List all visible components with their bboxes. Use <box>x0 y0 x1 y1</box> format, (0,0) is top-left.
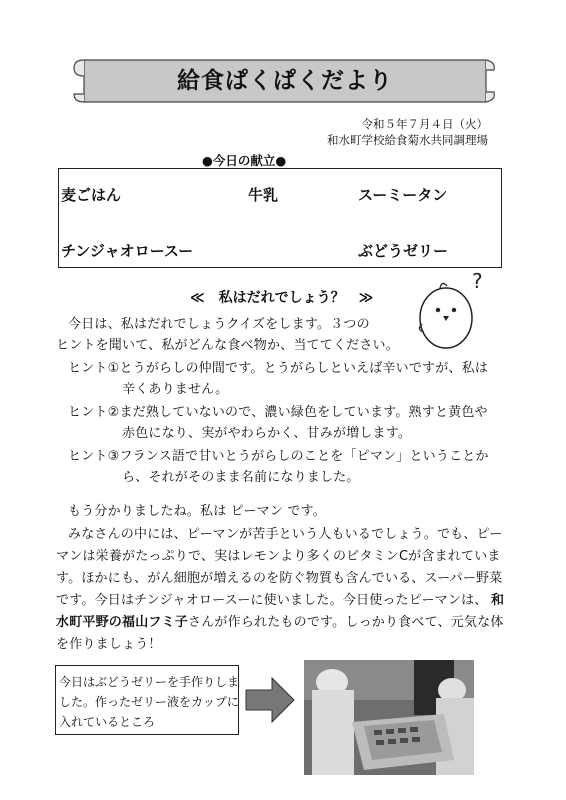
chick-mascot-icon <box>412 266 494 352</box>
body-line: す。ほかにも、がん細胞が増えるのを防ぐ物質も含んでいる、スーパー野菜 <box>56 571 503 586</box>
hint-line: ら、それがそのまま名前になりました。 <box>122 470 360 485</box>
producer-credit-start: 和 <box>491 593 505 608</box>
quiz-answer: もう分かりましたね。私は ピーマン です。 <box>68 504 326 519</box>
arrow-right-icon <box>244 676 296 724</box>
body-line: マンは栄養がたっぷりで、実はレモンより多くのビタミンCが含まれていま <box>56 549 501 564</box>
menu-item: チンジャオロースー <box>61 242 194 260</box>
page-title: 給食ぱくぱくだより <box>177 68 393 94</box>
kitchen-photo <box>304 660 474 775</box>
question-mark: ? <box>472 269 483 293</box>
menu-heading: ●今日の献立● <box>202 153 287 168</box>
hint-line: ヒント①とうがらしの仲間です。とうがらしといえば辛いですが、私は <box>68 361 489 376</box>
menu-item: 麦ごはん <box>61 186 122 204</box>
hint-line: ヒント②まだ熟していないので、濃い緑色をしています。熟すと黄色や <box>68 405 488 420</box>
quiz-intro-line: ヒントを聞いて、私がどんな食べ物か、当ててください。 <box>56 338 399 353</box>
caption-line: 今日はぶどうゼリーを手作りしま <box>59 675 240 689</box>
body-line: みなさんの中には、ピーマンが苦手という人もいるでしょう。でも、ピー <box>68 527 503 542</box>
hint-line: ヒント③フランス語で甘いとうがらしのことを「ピマン」ということか <box>68 449 489 464</box>
organization-name: 和水町学校給食菊水共同調理場 <box>327 133 488 147</box>
producer-credit-rest: さんが作られたものです。しっかり食べて、元気な体 <box>188 615 504 630</box>
menu-item: ぶどうゼリー <box>358 242 449 260</box>
caption-line: した。作ったゼリー液をカップに <box>59 695 239 709</box>
caption-line: 入れているところ <box>59 715 156 729</box>
quiz-intro-line: 今日は、私はだれでしょうクイズをします。３つの <box>68 317 370 332</box>
body-line: です。今日はチンジャオロースーに使いました。今日使ったピーマンは、 <box>56 593 488 608</box>
body-closing: を作りましょう！ <box>56 637 162 652</box>
issue-date: 令和５年７月４日（火） <box>361 117 488 131</box>
quiz-title: ≪ 私はだれでしょう？ ≫ <box>190 290 374 306</box>
menu-item: スーミータン <box>358 186 448 204</box>
hint-line: 辛くありません。 <box>122 382 229 397</box>
producer-name: 水町平野の福山フミ子 <box>56 615 189 630</box>
hint-line: 赤色になり、実がやわらかく、甘みが増します。 <box>122 426 412 441</box>
producer-credit-line <box>56 611 504 630</box>
menu-item: 牛乳 <box>248 186 279 204</box>
